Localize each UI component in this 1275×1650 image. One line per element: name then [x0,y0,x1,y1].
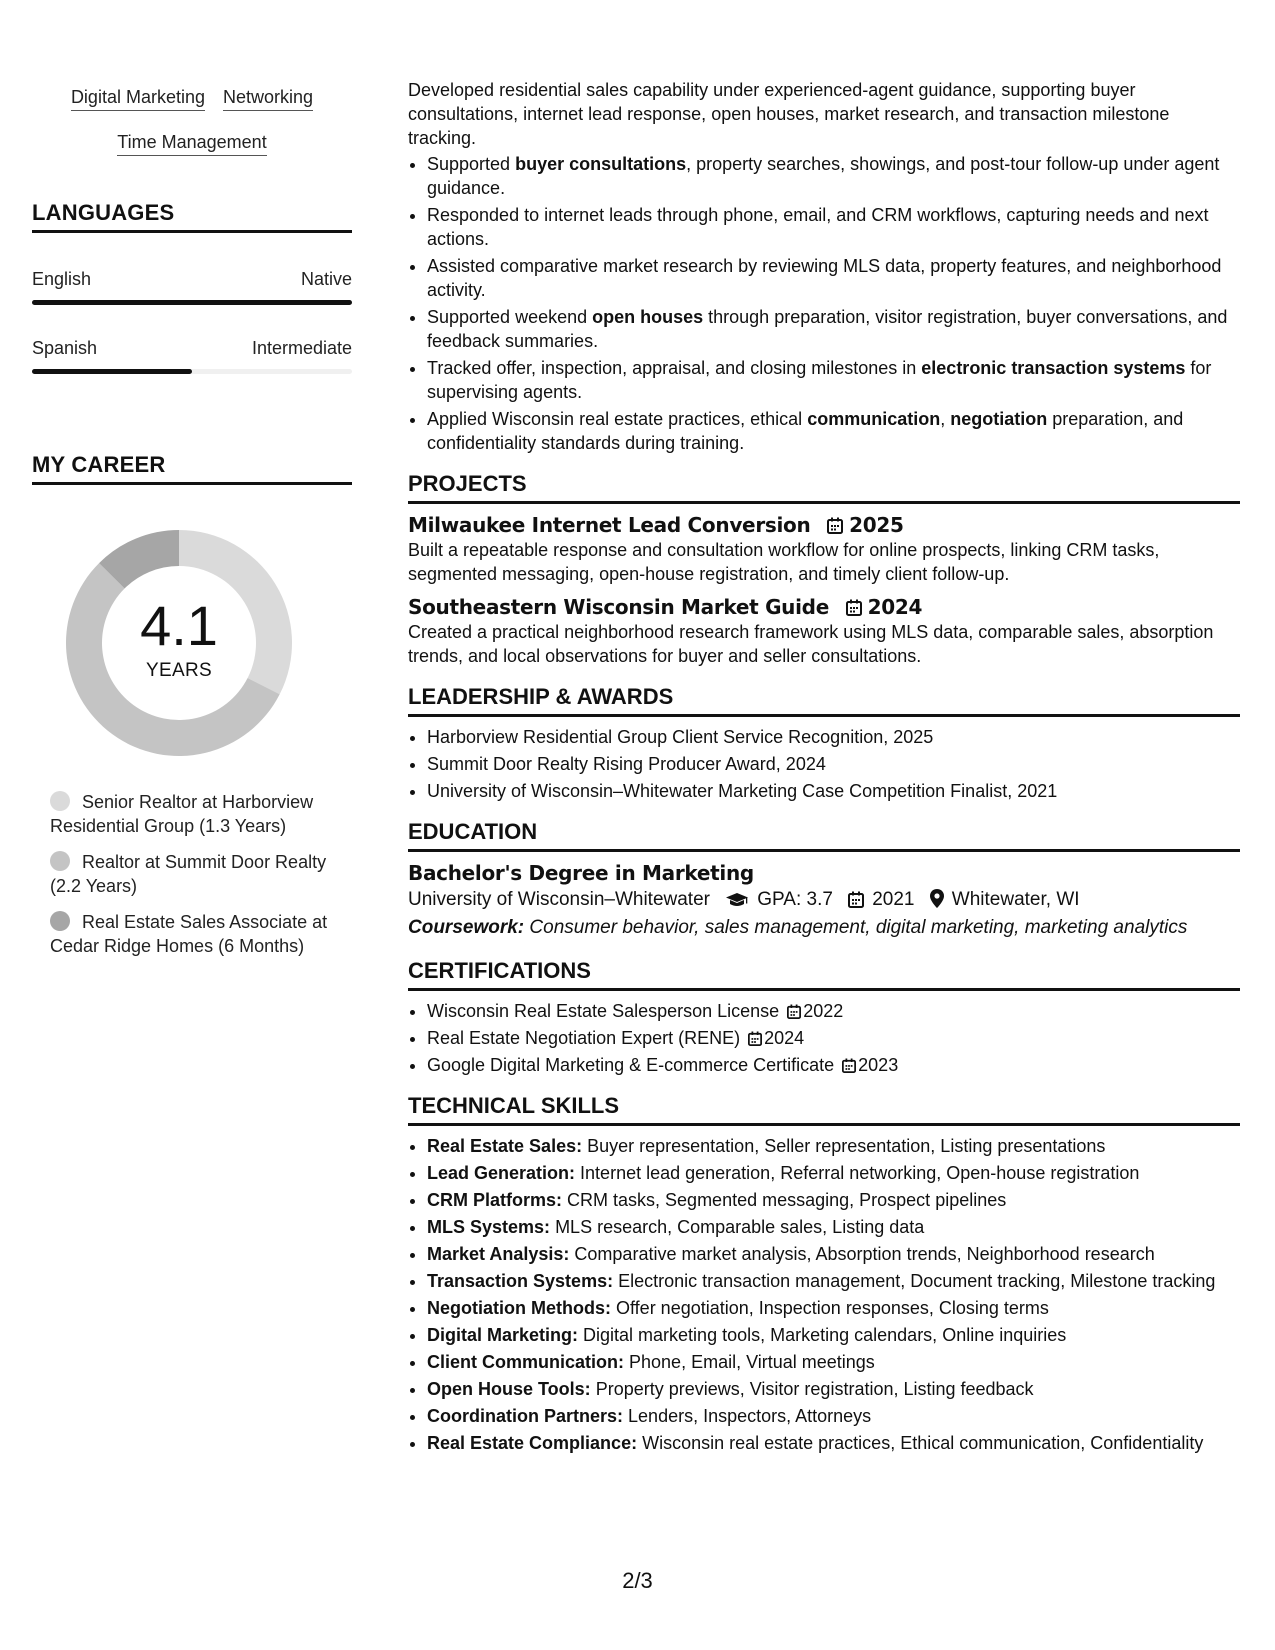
certification-year: 2022 [803,1001,844,1021]
skill-values: Electronic transaction management, Document tracking, Milestone tracking [618,1271,1216,1291]
certification-name: Wisconsin Real Estate Salesperson License [427,1001,780,1021]
career-role-label: Real Estate Sales Associate at Cedar Ridge Homes (6 Months) [50,912,328,956]
project-year: 2025 [849,513,904,537]
skill-values: Offer negotiation, Inspection responses, Closing terms [616,1298,1049,1318]
language-name: English [32,269,92,289]
skill-values: Comparative market analysis, Absorption trends, Neighborhood research [574,1244,1155,1264]
education-year: 2021 [872,889,915,910]
legend-dot-icon [50,911,70,931]
technical-skill-item [427,1188,1240,1212]
project-description: Built a repeatable response and consultation workflow for online prospects, linking CRM tasks, segmented messaging, open-house registration, and timely client follow-up. [408,540,1160,584]
certification-item [427,999,1240,1023]
skill-values: MLS research, Comparable sales, Listing data [555,1217,925,1237]
career-legend-item [50,850,340,898]
experience-bullet [427,305,1240,353]
education-details [408,886,1240,914]
project-entry [408,594,1240,668]
project-title: Southeastern Wisconsin Market Guide [408,595,829,619]
technical-skill-item [427,1377,1240,1401]
technical-skill-item [427,1161,1240,1185]
calendar-icon [787,1004,801,1019]
language-bar-english [32,300,352,305]
calendar-icon [827,517,843,534]
bullet-text: preparation, and confidentiality standards during training. [427,409,1184,453]
skill-values: Phone, Email, Virtual meetings [629,1352,875,1372]
skill-category: Negotiation Methods: [427,1298,611,1318]
project-entry [408,512,1240,586]
technical-skills-list [408,1134,1240,1455]
career-legend-item [50,910,340,958]
bullet-text: Tracked offer, inspection, appraisal, and closing milestones in [427,358,922,378]
calendar-icon [748,1031,762,1046]
page-number: 2/3 [622,1568,653,1593]
certification-date [842,1055,898,1075]
skill-tag: Digital Marketing [71,86,205,111]
certifications-heading: CERTIFICATIONS [408,958,1240,991]
education-gpa: GPA: 3.7 [757,889,833,910]
career-role-label: Realtor at Summit Door Realty (2.2 Years) [50,852,327,896]
education-location: Whitewater, WI [951,889,1080,910]
leadership-item: • University of Wisconsin–Whitewater Marketing Case Competition Finalist, 2021 [427,779,1240,803]
career-role-label: Senior Realtor at Harborview Residential Group (1.3 Years) [50,792,314,836]
language-bar-fill [32,369,192,374]
legend-dot-icon [50,851,70,871]
career-total-unit: YEARS [146,660,212,681]
career-total-value: 4.1 [140,594,218,657]
leadership-item: • Summit Door Realty Rising Producer Award, 2024 [427,752,1240,776]
certification-date [748,1028,804,1048]
skill-category: Transaction Systems: [427,1271,614,1291]
certification-item [427,1026,1240,1050]
certification-item [427,1053,1240,1077]
leadership-heading: LEADERSHIP & AWARDS [408,684,1240,717]
skill-category: Digital Marketing: [427,1325,579,1345]
leadership-list [408,725,1240,803]
career-heading: MY CAREER [32,452,352,485]
project-title-line [408,512,1240,538]
skill-values: Buyer representation, Seller representation, Listing presentations [587,1136,1106,1156]
bullet-text: , [940,409,951,429]
bullet-text: Supported weekend [427,307,593,327]
experience-bullet [427,152,1240,200]
skill-category: Open House Tools: [427,1379,591,1399]
language-row-spanish [32,337,352,359]
coursework-label: Coursework: [408,917,525,938]
skill-tag-row [32,131,352,156]
skill-category: CRM Platforms: [427,1190,563,1210]
certification-year: 2023 [858,1055,899,1075]
education-coursework [408,914,1240,942]
career-legend [50,790,340,970]
skill-category: Lead Generation: [427,1163,576,1183]
language-level: Native [300,269,352,289]
skill-category: Client Communication: [427,1352,624,1372]
calendar-icon [842,1058,856,1073]
technical-skill-item [427,1134,1240,1158]
experience-bullets [408,152,1240,455]
bullet-keyword: communication [807,409,941,429]
technical-skill-item [427,1404,1240,1428]
bullet-keyword: buyer consultations [515,154,687,174]
location-pin-icon [930,889,944,908]
skill-tag-row [32,86,352,111]
technical-skill-item [427,1215,1240,1239]
language-name: Spanish [32,338,98,358]
skill-category: MLS Systems: [427,1217,551,1237]
bullet-text: for supervising agents. [427,358,1212,402]
bullet-text: Assisted comparative market research by reviewing MLS data, property features, and neighborhood activity. [427,256,1222,300]
skill-values: Digital marketing tools, Marketing calendars, Online inquiries [583,1325,1067,1345]
project-description: Created a practical neighborhood research framework using MLS data, comparable sales, absorption trends, and local observations for buyer and seller consultations. [408,622,1214,666]
language-bar-fill [32,300,352,305]
bullet-text: , property searches, showings, and post-tour follow-up under agent guidance. [427,154,1220,198]
bullet-text: Responded to internet leads through phone, email, and CRM workflows, capturing needs and next actions. [427,205,1209,249]
language-bar-spanish [32,369,352,374]
skill-values: CRM tasks, Segmented messaging, Prospect pipelines [567,1190,1007,1210]
experience-bullet [427,203,1240,251]
technical-skill-item [427,1323,1240,1347]
language-row-english [32,268,352,290]
project-title-line [408,594,1240,620]
skill-category: Market Analysis: [427,1244,570,1264]
experience-bullet [427,407,1240,455]
technical-skill-item [427,1350,1240,1374]
skill-values: Wisconsin real estate practices, Ethical communication, Confidentiality [642,1433,1204,1453]
certification-name: Google Digital Marketing & E-commerce Certificate [427,1055,835,1075]
skill-tag: Time Management [117,131,266,156]
bullet-keyword: electronic transaction systems [921,358,1186,378]
bullet-keyword: negotiation [950,409,1048,429]
skill-category: Real Estate Compliance: [427,1433,638,1453]
skill-category: Real Estate Sales: [427,1136,583,1156]
languages-heading: LANGUAGES [32,200,352,233]
education-heading: EDUCATION [408,819,1240,852]
calendar-icon [846,599,862,616]
career-donut-center [66,530,292,756]
project-title: Milwaukee Internet Lead Conversion [408,513,811,537]
certification-date [787,1001,843,1021]
certification-year: 2024 [764,1028,805,1048]
calendar-icon [848,891,864,908]
skill-values: Property previews, Visitor registration, Listing feedback [595,1379,1034,1399]
skill-values: Internet lead generation, Referral networking, Open-house registration [580,1163,1140,1183]
education-degree: Bachelor's Degree in Marketing [408,861,754,885]
skill-tag: Networking [223,86,313,111]
bullet-keyword: open houses [592,307,704,327]
certification-name: Real Estate Negotiation Expert (RENE) [427,1028,741,1048]
right-column [408,78,1240,1458]
projects-heading: PROJECTS [408,471,1240,504]
bullet-text: through preparation, visitor registration, buyer conversations, and feedback summaries. [427,307,1228,351]
career-donut-chart [66,530,292,756]
education-school: University of Wisconsin–Whitewater [408,889,710,910]
experience-intro: Developed residential sales capability under experienced-agent guidance, supporting buyer consultations, internet lead response, open houses, market research, and transaction milestone tracking. [408,80,1170,148]
technical-skill-item [427,1296,1240,1320]
bullet-text: Supported [427,154,516,174]
project-year: 2024 [867,595,923,619]
skill-category: Coordination Partners: [427,1406,624,1426]
leadership-item: • Harborview Residential Group Client Service Recognition, 2025 [427,725,1240,749]
graduation-cap-icon [725,892,749,908]
skill-tags [32,86,352,176]
skill-values: Lenders, Inspectors, Attorneys [628,1406,872,1426]
technical-skill-item [427,1431,1240,1455]
coursework-text: Consumer behavior, sales management, digital marketing, marketing analytics [529,917,1188,938]
technical-skill-item [427,1242,1240,1266]
technical-skills-heading: TECHNICAL SKILLS [408,1093,1240,1126]
career-legend-item [50,790,340,838]
bullet-text: Applied Wisconsin real estate practices, ethical [427,409,808,429]
legend-dot-icon [50,791,70,811]
experience-bullet [427,254,1240,302]
technical-skill-item [427,1269,1240,1293]
language-level: Intermediate [251,338,352,358]
experience-bullet [427,356,1240,404]
certifications-list [408,999,1240,1077]
